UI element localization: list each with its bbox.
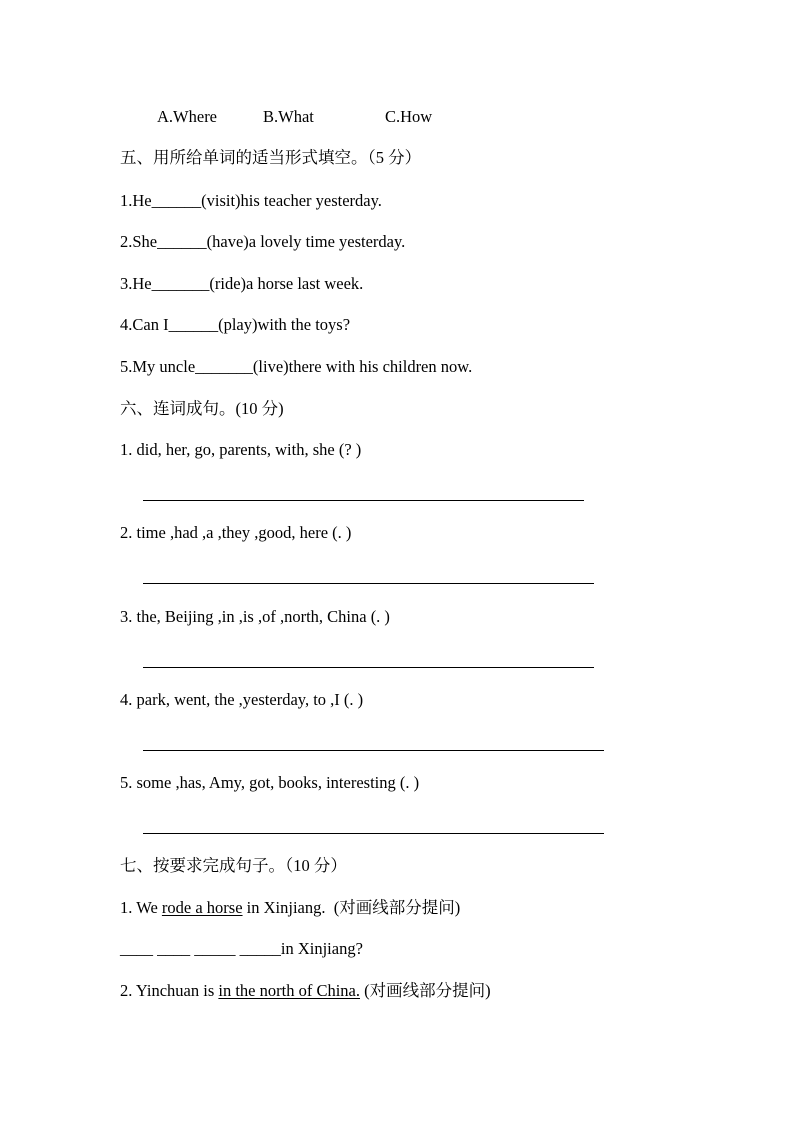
q1-underlined-phrase: rode a horse (161, 898, 243, 917)
section-6-heading: 六、连词成句。(10 分) (120, 399, 284, 418)
section-6-item-3: 3. the, Beijing ,in ,is ,of ,north, China (. ) (120, 607, 390, 626)
section-6-item-1: 1. did, her, go, parents, with, she (? ) (120, 440, 362, 459)
section-5-item-3: 3.He_______(ride)a horse last week. (120, 274, 364, 293)
section-7-answer-1: ____ ____ _____ _____in Xinjiang? (120, 939, 363, 958)
q2-underlined-phrase: in the north of China. (218, 981, 360, 1000)
section-7-question-2 (120, 981, 491, 1001)
section-7-question-1 (120, 898, 460, 918)
answer-line-1 (143, 500, 584, 501)
section-5-item-5: 5.My uncle_______(live)there with his children now. (120, 357, 473, 376)
answer-line-3 (143, 667, 594, 668)
q2-suffix: (对画线部分提问) (360, 981, 491, 1000)
option-c: C.How (385, 107, 433, 126)
section-7-heading: 七、按要求完成句子。（10 分） (120, 856, 347, 875)
section-5-heading: 五、用所给单词的适当形式填空。（5 分） (120, 148, 422, 167)
q1-suffix: in Xinjiang. (对画线部分提问) (242, 898, 461, 917)
section-5-item-2: 2.She______(have)a lovely time yesterday. (120, 232, 406, 251)
answer-line-2 (143, 583, 594, 584)
q1-prefix: 1. We (120, 898, 162, 917)
answer-line-5 (143, 833, 604, 834)
q2-prefix: 2. Yinchuan is (120, 981, 219, 1000)
option-b: B.What (263, 107, 314, 126)
section-6-item-5: 5. some ,has, Amy, got, books, interesting (. ) (120, 773, 420, 792)
option-a: A.Where (157, 107, 218, 126)
section-5-item-4: 4.Can I______(play)with the toys? (120, 315, 351, 334)
answer-line-4 (143, 750, 604, 751)
section-6-item-2: 2. time ,had ,a ,they ,good, here (. ) (120, 523, 352, 542)
section-6-item-4: 4. park, went, the ,yesterday, to ,I (. ) (120, 690, 364, 709)
section-5-item-1: 1.He______(visit)his teacher yesterday. (120, 191, 382, 210)
